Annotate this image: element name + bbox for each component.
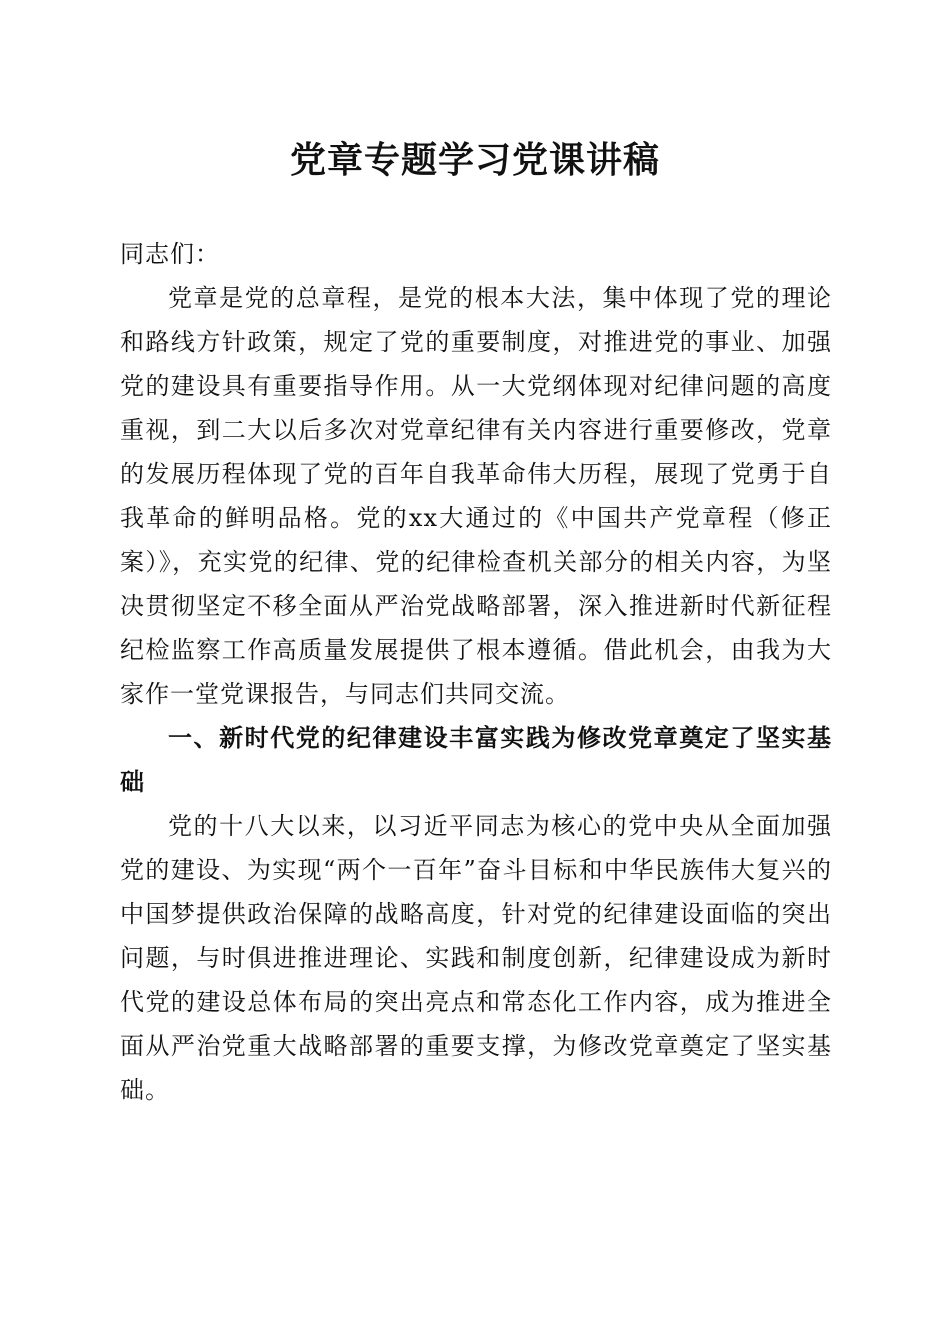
section-1-paragraph: 党的十八大以来，以习近平同志为核心的党中央从全面加强党的建设、为实现“两个一百年”奋斗目标和中华民族伟大复兴的中国梦提供政治保障的战略高度，针对党的纪律建设面临的突出问题，与时俱进推进理论、实践和制度创新，纪律建设成为新时代党的建设总体布局的突出亮点和常态化工作内容，成为推进全面从严治党重大战略部署的重要支撑，为修改党章奠定了坚实基础。: [120, 812, 832, 1104]
salutation: 同志们：: [120, 240, 220, 268]
document-body: [120, 232, 832, 1112]
intro-paragraph: 党章是党的总章程，是党的根本大法，集中体现了党的理论和路线方针政策，规定了党的重要制度，对推进党的事业、加强党的建设具有重要指导作用。从一大党纲体现对纪律问题的高度重视，到二大以后多次对党章纪律有关内容进行重要修改，党章的发展历程体现了党的百年自我革命伟大历程，展现了党勇于自我革命的鲜明品格。党的xx大通过的《中国共产党章程（修正案）》，充实党的纪律、党的纪律检查机关部分的相关内容，为坚决贯彻坚定不移全面从严治党战略部署，深入推进新时代新征程纪检监察工作高质量发展提供了根本遵循。借此机会，由我为大家作一堂党课报告，与同志们共同交流。: [120, 284, 832, 708]
section-1-heading: 一、新时代党的纪律建设丰富实践为修改党章奠定了坚实基础: [120, 724, 832, 796]
document-title: 党章专题学习党课讲稿: [289, 139, 660, 181]
